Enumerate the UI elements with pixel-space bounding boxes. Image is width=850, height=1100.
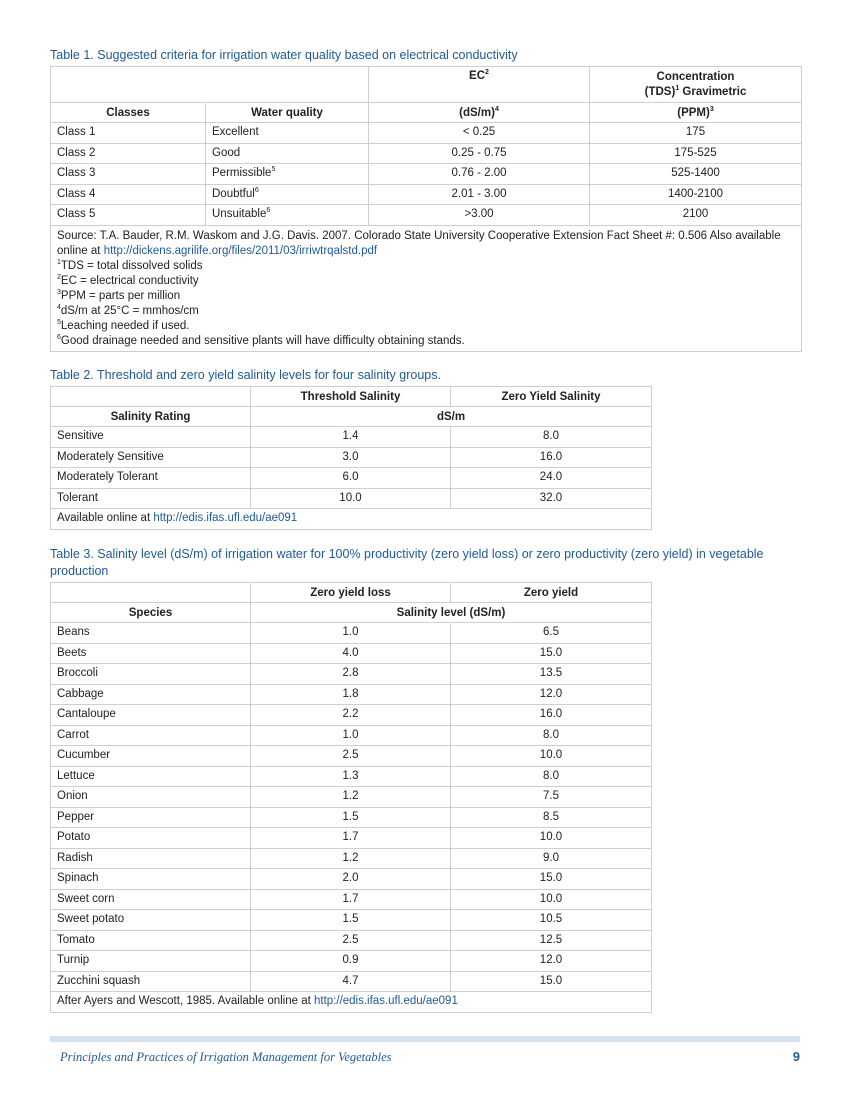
table-row <box>51 910 652 931</box>
ec-cell: 2.01 - 3.00 <box>369 184 590 205</box>
table2-header-blank <box>51 387 251 407</box>
threshold-cell: 10.0 <box>251 488 451 509</box>
zero-yield-cell: 7.5 <box>451 787 652 808</box>
rating-cell: Moderately Tolerant <box>51 468 251 489</box>
rating-cell: Tolerant <box>51 488 251 509</box>
table3-header-unit: Salinity level (dS/m) <box>251 603 652 623</box>
species-cell: Cucumber <box>51 746 251 767</box>
table1-header-dsm: $(dS/m)^4$ <box>369 103 590 123</box>
zero-yield-cell: 12.0 <box>451 951 652 972</box>
table-row <box>51 889 652 910</box>
zero-yield-cell: 15.0 <box>451 971 652 992</box>
table3-caption: Table 3. Salinity level (dS/m) of irrigation water for 100% productivity (zero yield loss) or zero productivity (zero yield) in vegetable production <box>50 547 764 578</box>
zero-loss-cell: 2.5 <box>251 746 451 767</box>
zero-loss-cell: 4.7 <box>251 971 451 992</box>
table3-header-zero-loss: Zero yield loss <box>251 583 451 603</box>
ec-cell: < 0.25 <box>369 123 590 144</box>
table-row <box>51 746 652 767</box>
zero-loss-cell: 4.0 <box>251 643 451 664</box>
zero-loss-cell: 1.2 <box>251 787 451 808</box>
zero-yield-cell: 15.0 <box>451 643 652 664</box>
species-cell: Pepper <box>51 807 251 828</box>
table1-source: Source: T.A. Bauder, R.M. Waskom and J.G. Davis. 2007. Colorado State University Cooperative Extension Fact Sheet #: 0.506 Also available online at http://dickens.agrilife.org/files/2011/03/irriwtrqalstd.pdf <box>57 229 781 257</box>
table1-caption: Table 1. Suggested criteria for irrigation water quality based on electrical conductivity <box>50 48 518 62</box>
class-cell: Class 1 <box>51 123 206 144</box>
zero-yield-cell: 6.5 <box>451 623 652 644</box>
ppm-cell: 1400-2100 <box>590 184 802 205</box>
table-row <box>51 787 652 808</box>
zero-loss-cell: 2.8 <box>251 664 451 685</box>
table-row <box>51 705 652 726</box>
zero-yield-cell: 10.0 <box>451 828 652 849</box>
zero-yield-cell: 8.5 <box>451 807 652 828</box>
table-row <box>51 684 652 705</box>
zero-loss-cell: 1.2 <box>251 848 451 869</box>
zero-yield-cell: 8.0 <box>451 427 652 448</box>
zero-yield-cell: 10.0 <box>451 746 652 767</box>
zero-yield-cell: 10.0 <box>451 889 652 910</box>
table3 <box>50 582 652 1013</box>
class-cell: Class 5 <box>51 205 206 226</box>
zero-yield-cell: 12.0 <box>451 684 652 705</box>
zero-loss-cell: 1.0 <box>251 623 451 644</box>
table1 <box>50 66 802 352</box>
table-row <box>51 123 802 144</box>
threshold-cell: 1.4 <box>251 427 451 448</box>
ec-cell: >3.00 <box>369 205 590 226</box>
zero-loss-cell: 1.8 <box>251 684 451 705</box>
table3-footer-link[interactable]: http://edis.ifas.ufl.edu/ae091 <box>314 995 458 1007</box>
ec-cell: 0.76 - 2.00 <box>369 164 590 185</box>
water-quality-cell: Good <box>206 143 369 164</box>
table1-source-link[interactable]: http://dickens.agrilife.org/files/2011/03/irriwtrqalstd.pdf <box>103 244 378 257</box>
table-row <box>51 725 652 746</box>
species-cell: Spinach <box>51 869 251 890</box>
table2-caption: Table 2. Threshold and zero yield salinity levels for four salinity groups. <box>50 368 441 382</box>
species-cell: Beets <box>51 643 251 664</box>
ppm-cell: 175-525 <box>590 143 802 164</box>
footnote: $^3$PPM = parts per million <box>57 288 181 302</box>
species-cell: Sweet potato <box>51 910 251 931</box>
table2-footer-link[interactable]: http://edis.ifas.ufl.edu/ae091 <box>153 512 298 524</box>
table2-footer: Available online at http://edis.ifas.ufl.edu/ae091 <box>51 509 652 530</box>
ppm-cell: 2100 <box>590 205 802 226</box>
table-row <box>51 828 652 849</box>
zero-yield-cell: 16.0 <box>451 705 652 726</box>
zero-yield-cell: 15.0 <box>451 869 652 890</box>
table2-header-zero-yield: Zero Yield Salinity <box>451 387 652 407</box>
table1-header-classes: Classes <box>51 103 206 123</box>
species-cell: Cantaloupe <box>51 705 251 726</box>
ppm-cell: 175 <box>590 123 802 144</box>
species-cell: Sweet corn <box>51 889 251 910</box>
rating-cell: Sensitive <box>51 427 251 448</box>
table3-header-species: Species <box>51 603 251 623</box>
table-row <box>51 869 652 890</box>
zero-loss-cell: 1.5 <box>251 910 451 931</box>
water-quality-cell: Doubtful$^6$ <box>206 184 369 205</box>
footer-rule <box>50 1036 800 1042</box>
footnote: $^4$dS/m at 25°C = mmhos/cm <box>57 303 199 317</box>
footnote: $^2$EC = electrical conductivity <box>57 273 199 287</box>
threshold-cell: 3.0 <box>251 447 451 468</box>
table-row <box>51 447 652 468</box>
class-cell: Class 4 <box>51 184 206 205</box>
species-cell: Radish <box>51 848 251 869</box>
footnote: $^5$Leaching needed if used. <box>57 318 190 332</box>
water-quality-cell: Permissible$^5$ <box>206 164 369 185</box>
table3-footer: After Ayers and Wescott, 1985. Available online at http://edis.ifas.ufl.edu/ae091 <box>51 992 652 1013</box>
footnote: $^1$TDS = total dissolved solids <box>57 258 203 272</box>
ec-cell: 0.25 - 0.75 <box>369 143 590 164</box>
species-cell: Beans <box>51 623 251 644</box>
zero-loss-cell: 1.7 <box>251 889 451 910</box>
table-row <box>51 951 652 972</box>
table-row <box>51 643 652 664</box>
zero-yield-cell: 32.0 <box>451 488 652 509</box>
table-row <box>51 623 652 644</box>
class-cell: Class 2 <box>51 143 206 164</box>
species-cell: Potato <box>51 828 251 849</box>
zero-yield-cell: 8.0 <box>451 766 652 787</box>
table1-header-ec: $EC^2$ <box>369 67 590 103</box>
ppm-cell: 525-1400 <box>590 164 802 185</box>
zero-loss-cell: 0.9 <box>251 951 451 972</box>
table3-header-zero-yield: Zero yield <box>451 583 652 603</box>
zero-yield-cell: 8.0 <box>451 725 652 746</box>
table-row <box>51 766 652 787</box>
table1-header-ppm: (PPM)$^3$ <box>590 103 802 123</box>
table-row <box>51 488 652 509</box>
threshold-cell: 6.0 <box>251 468 451 489</box>
species-cell: Carrot <box>51 725 251 746</box>
zero-loss-cell: 1.5 <box>251 807 451 828</box>
zero-loss-cell: 2.5 <box>251 930 451 951</box>
species-cell: Lettuce <box>51 766 251 787</box>
species-cell: Turnip <box>51 951 251 972</box>
water-quality-cell: Unsuitable$^6$ <box>206 205 369 226</box>
species-cell: Tomato <box>51 930 251 951</box>
species-cell: Broccoli <box>51 664 251 685</box>
table-row <box>51 848 652 869</box>
zero-loss-cell: 1.3 <box>251 766 451 787</box>
table-row <box>51 930 652 951</box>
zero-yield-cell: 12.5 <box>451 930 652 951</box>
table2-header-unit: dS/m <box>251 407 652 427</box>
zero-loss-cell: 1.7 <box>251 828 451 849</box>
zero-yield-cell: 10.5 <box>451 910 652 931</box>
table1-header-water-quality: Water quality <box>206 103 369 123</box>
table2-header-threshold: Threshold Salinity <box>251 387 451 407</box>
table-row <box>51 807 652 828</box>
zero-loss-cell: 2.0 <box>251 869 451 890</box>
table1-notes <box>51 225 802 351</box>
zero-loss-cell: 2.2 <box>251 705 451 726</box>
zero-yield-cell: 24.0 <box>451 468 652 489</box>
zero-yield-cell: 16.0 <box>451 447 652 468</box>
table-row <box>51 164 802 185</box>
zero-yield-cell: 9.0 <box>451 848 652 869</box>
table-row <box>51 205 802 226</box>
zero-yield-cell: 13.5 <box>451 664 652 685</box>
table-row <box>51 664 652 685</box>
table1-header-blank <box>51 67 369 103</box>
species-cell: Zucchini squash <box>51 971 251 992</box>
water-quality-cell: Excellent <box>206 123 369 144</box>
table-row <box>51 184 802 205</box>
page-number: 9 <box>792 1049 800 1064</box>
class-cell: Class 3 <box>51 164 206 185</box>
rating-cell: Moderately Sensitive <box>51 447 251 468</box>
table-row <box>51 468 652 489</box>
table-row <box>51 971 652 992</box>
table2 <box>50 386 652 530</box>
footer-title: Principles and Practices of Irrigation Management for Vegetables <box>60 1050 392 1064</box>
table-row <box>51 427 652 448</box>
table1-header-concentration: Concentration (TDS)$^1$ Gravimetric <box>590 67 802 103</box>
table-row <box>51 143 802 164</box>
species-cell: Onion <box>51 787 251 808</box>
footnote: $^6$Good drainage needed and sensitive plants will have difficulty obtaining stands. <box>57 333 465 347</box>
table3-header-blank <box>51 583 251 603</box>
species-cell: Cabbage <box>51 684 251 705</box>
zero-loss-cell: 1.0 <box>251 725 451 746</box>
table2-header-rating: Salinity Rating <box>51 407 251 427</box>
